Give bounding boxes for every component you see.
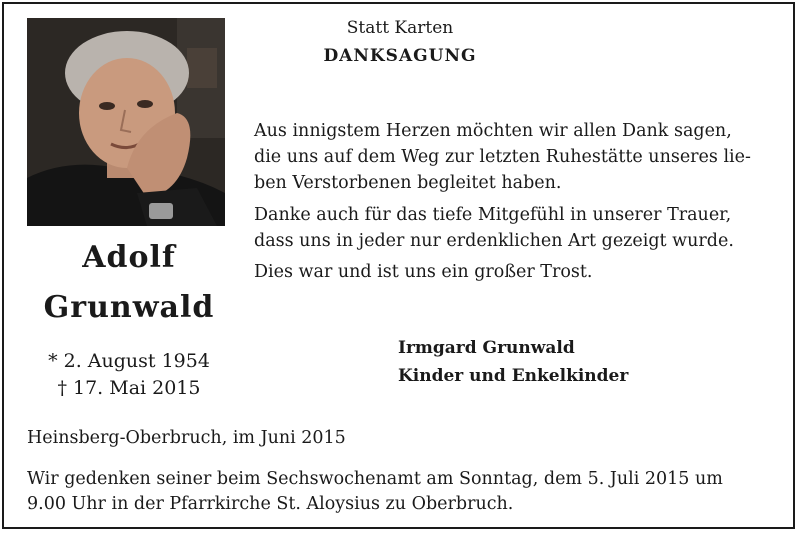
portrait-photo xyxy=(27,18,225,226)
top-note: Statt Karten xyxy=(346,18,454,38)
thanks-paragraph-2 xyxy=(254,202,779,254)
death-date: † 17. Mai 2015 xyxy=(57,377,201,399)
thanks-paragraph-3 xyxy=(254,259,779,285)
thanks-paragraph-1 xyxy=(254,118,779,196)
signature-spouse: Irmgard Grunwald xyxy=(398,338,575,358)
deceased-last-name: Grunwald xyxy=(43,290,215,325)
paragraph-line: dass uns in jeder nur erdenklichen Art gezeigt wurde. xyxy=(254,231,734,251)
memorial-line: Wir gedenken seiner beim Sechswochenamt am Sonntag, dem 5. Juli 2015 um xyxy=(27,469,723,489)
signature-family: Kinder und Enkelkinder xyxy=(398,366,629,386)
paragraph-line: Danke auch für das tiefe Mitgefühl in unserer Trauer, xyxy=(254,205,732,225)
place-date: Heinsberg-Oberbruch, im Juni 2015 xyxy=(27,428,346,448)
paragraph-line: ben Verstorbenen begleitet haben. xyxy=(254,173,562,193)
paragraph-line: Dies war und ist uns ein großer Trost. xyxy=(254,262,593,282)
notice-heading: DANKSAGUNG xyxy=(323,46,477,66)
memorial-line: 9.00 Uhr in der Pfarrkirche St. Aloysius zu Oberbruch. xyxy=(27,494,514,514)
paragraph-line: die uns auf dem Weg zur letzten Ruhestätte unseres lie- xyxy=(254,147,751,167)
birth-date: * 2. August 1954 xyxy=(48,350,210,372)
deceased-first-name: Adolf xyxy=(82,240,176,275)
memorial-notice xyxy=(27,467,777,517)
paragraph-line: Aus innigstem Herzen möchten wir allen Dank sagen, xyxy=(254,121,732,141)
